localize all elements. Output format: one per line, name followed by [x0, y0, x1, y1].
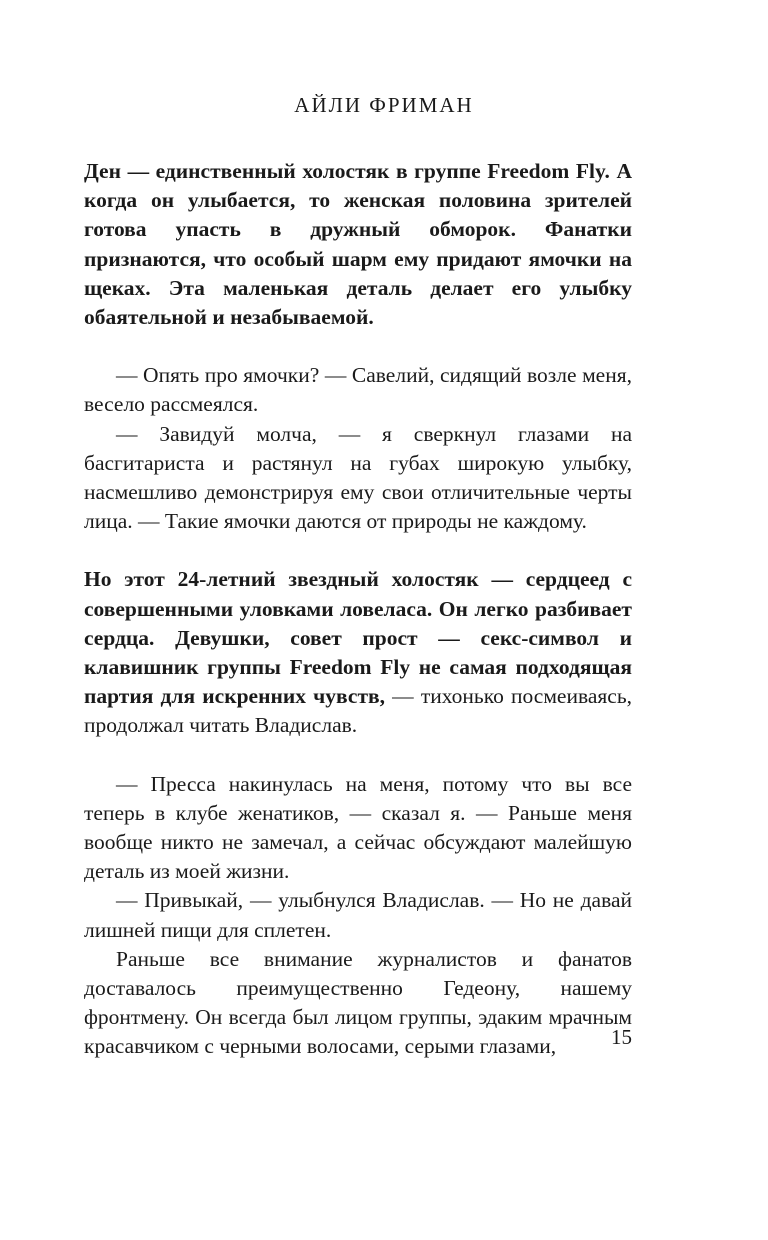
excerpt-continuation: — тихонько посмеиваясь, продолжал читать Владислав.	[84, 684, 632, 738]
page-number: 15	[611, 1025, 632, 1049]
running-header-author: АЙЛИ ФРИМАН	[294, 93, 474, 117]
excerpt-quote: Но этот 24-летний звездный холостяк — сердцеед с совершенными уловками ловеласа. Он легко разбивает сердца. Девушки, совет прост — секс-символ и клавишник группы Freedom Fly не самая подходящая партия для искренних чувств,	[84, 567, 632, 709]
narrative-paragraph: Раньше все внимание журналистов и фанатов доставалось преимущественно Гедеону, нашему фронтмену. Он всегда был лицом группы, эдаким мрачным красавчиком с черными волосами, серыми глазами,	[84, 946, 632, 1059]
excerpt-paragraph-2	[84, 565, 632, 740]
dialogue-paragraph-2: — Завидуй молча, — я сверкнул глазами на басгитариста и растянул на губах широкую улыбку, насмешливо демонстрируя ему свои отличительные черты лица. — Такие ямочки даются от природы не каждому.	[84, 421, 632, 534]
excerpt-paragraph-1: Ден — единственный холостяк в группе Freedom Fly. А когда он улыбается, то женская половина зрителей готова упасть в дружный обморок. Фанатки признаются, что особый шарм ему придают ямочки на щеках. Эта маленькая деталь делает его улыбку обаятельной и незабываемой.	[84, 159, 632, 330]
dialogue-paragraph-1: — Опять про ямочки? — Савелий, сидящий возле меня, весело рассмеялся.	[84, 363, 632, 417]
body-text	[84, 157, 632, 1062]
dialogue-paragraph-4: — Привыкай, — улыбнулся Владислав. — Но не давай лишней пищи для сплетен.	[84, 888, 632, 942]
dialogue-paragraph-3: — Пресса накинулась на меня, потому что вы все теперь в клубе женатиков, — сказал я. — Раньше меня вообще никто не замечал, а сейчас обсуждают малейшую деталь из моей жизни.	[84, 771, 632, 884]
